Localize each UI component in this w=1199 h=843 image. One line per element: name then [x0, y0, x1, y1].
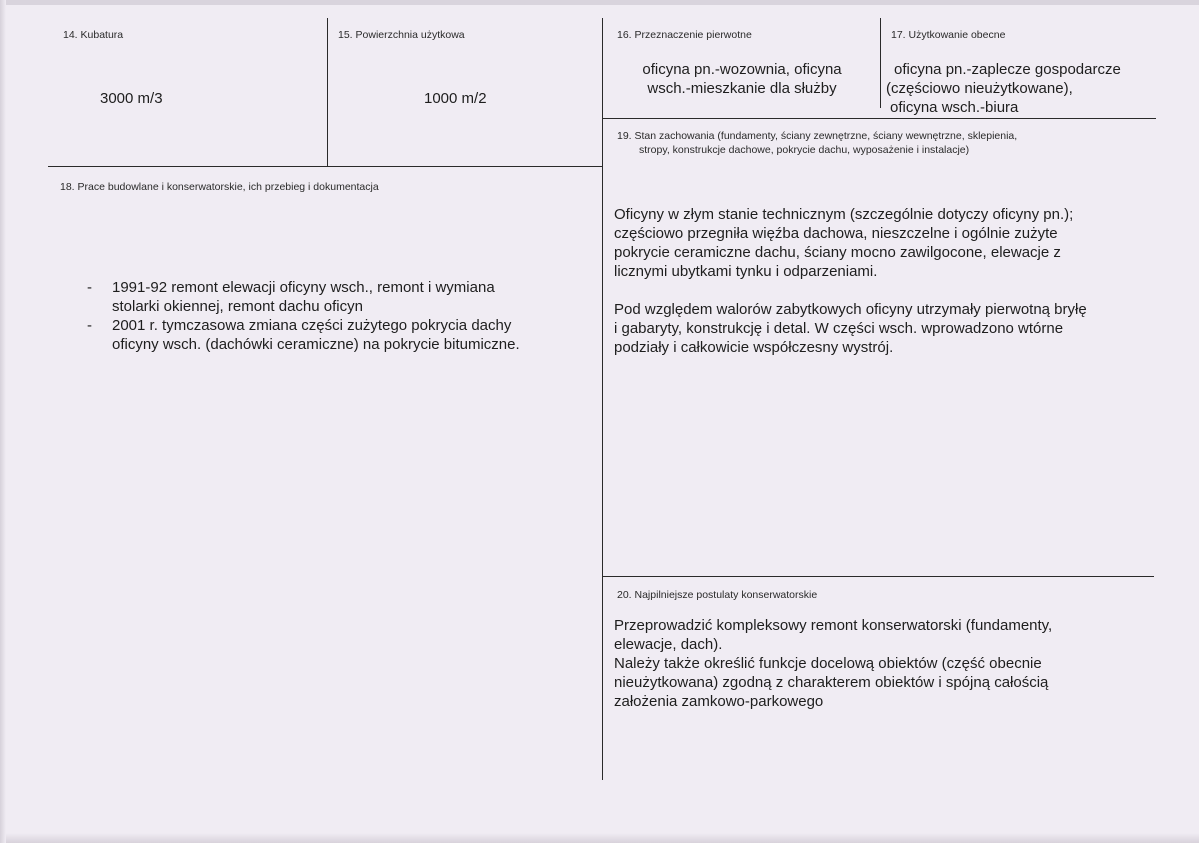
section-18-text: [87, 278, 592, 354]
divider-vertical-14-15: [327, 18, 328, 166]
condition-line: pokrycie ceramiczne dachu, ściany mocno zawilgocone, elewacje z: [614, 244, 1061, 261]
bullet-dash: -: [87, 317, 92, 334]
section-18-label: 18. Prace budowlane i konserwatorskie, ich przebieg i dokumentacja: [60, 181, 379, 193]
postulate-line: założenia zamkowo-parkowego: [614, 693, 824, 710]
divider-horizontal-left: [48, 166, 603, 167]
condition-line: podziały i całkowicie współczesny wystrój.: [614, 339, 894, 356]
section-14-label: 14. Kubatura: [63, 29, 124, 41]
section-15-value: 1000 m/2: [424, 90, 487, 107]
works-item-line: oficyny wsch. (dachówki ceramiczne) na pokrycie bitumiczne.: [112, 336, 520, 353]
postulate-line: nieużytkowana) zgodną z charakterem obiektów i spójną całością: [614, 674, 1049, 691]
works-item-line: stolarki okiennej, remont dachu oficyn: [112, 298, 363, 315]
works-list: [87, 278, 592, 354]
condition-paragraph: [614, 205, 1174, 281]
section-19-label-line: 19. Stan zachowania (fundamenty, ściany zewnętrzne, ściany wewnętrzne, sklepienia,: [617, 130, 1018, 142]
section-19-text: [614, 205, 1174, 376]
section-16-line: oficyna pn.-wozownia, oficyna: [642, 61, 842, 78]
section-19-label-line: stropy, konstrukcje dachowe, pokrycie dachu, wyposażenie i instalacje): [639, 144, 970, 156]
condition-line: częściowo przegniła więźba dachowa, nieszczelne i ogólnie zużyte: [614, 225, 1058, 242]
divider-vertical-16-17: [880, 18, 881, 108]
condition-line: licznymi ubytkami tynku i odparzeniami.: [614, 263, 878, 280]
postulate-line: elewacje, dach).: [614, 636, 723, 653]
condition-line: Oficyny w złym stanie technicznym (szczególnie dotyczy oficyny pn.);: [614, 206, 1074, 223]
section-17-line: oficyna wsch.-biura: [890, 99, 1019, 116]
bullet-dash: -: [87, 279, 92, 296]
divider-horizontal-right-top: [603, 118, 1156, 119]
section-17-text: [882, 60, 1182, 117]
condition-line: i gabaryty, konstrukcję i detal. W części wsch. wprowadzono wtórne: [614, 320, 1064, 337]
section-16-label: 16. Przeznaczenie pierwotne: [617, 29, 752, 41]
section-19-label: [617, 129, 1017, 157]
condition-paragraph: [614, 300, 1174, 357]
section-16-text: [606, 60, 878, 98]
works-item: [87, 316, 592, 354]
works-item-line: 1991-92 remont elewacji oficyny wsch., remont i wymiana: [112, 279, 495, 296]
section-17-line: oficyna pn.-zaplecze gospodarcze: [894, 61, 1121, 78]
divider-vertical-center: [602, 18, 603, 780]
section-17-label: 17. Użytkowanie obecne: [891, 29, 1006, 41]
section-20-label: 20. Najpilniejsze postulaty konserwatorskie: [617, 589, 818, 601]
condition-line: Pod względem walorów zabytkowych oficyny utrzymały pierwotną bryłę: [614, 301, 1087, 318]
section-20-text: [614, 616, 1174, 711]
postulate-line: Przeprowadzić kompleksowy remont konserwatorski (fundamenty,: [614, 617, 1053, 634]
section-16-line: wsch.-mieszkanie dla służby: [647, 80, 837, 97]
section-17-line: (częściowo nieużytkowane),: [886, 80, 1073, 97]
works-item: [87, 278, 592, 316]
section-15-label: 15. Powierzchnia użytkowa: [338, 29, 465, 41]
page-bottom-edge: [0, 833, 1199, 843]
section-14-value: 3000 m/3: [100, 90, 163, 107]
postulate-line: Należy także określić funkcje docelową obiektów (część obecnie: [614, 655, 1042, 672]
divider-horizontal-right-bottom: [603, 576, 1154, 577]
works-item-line: 2001 r. tymczasowa zmiana części zużytego pokrycia dachy: [112, 317, 512, 334]
